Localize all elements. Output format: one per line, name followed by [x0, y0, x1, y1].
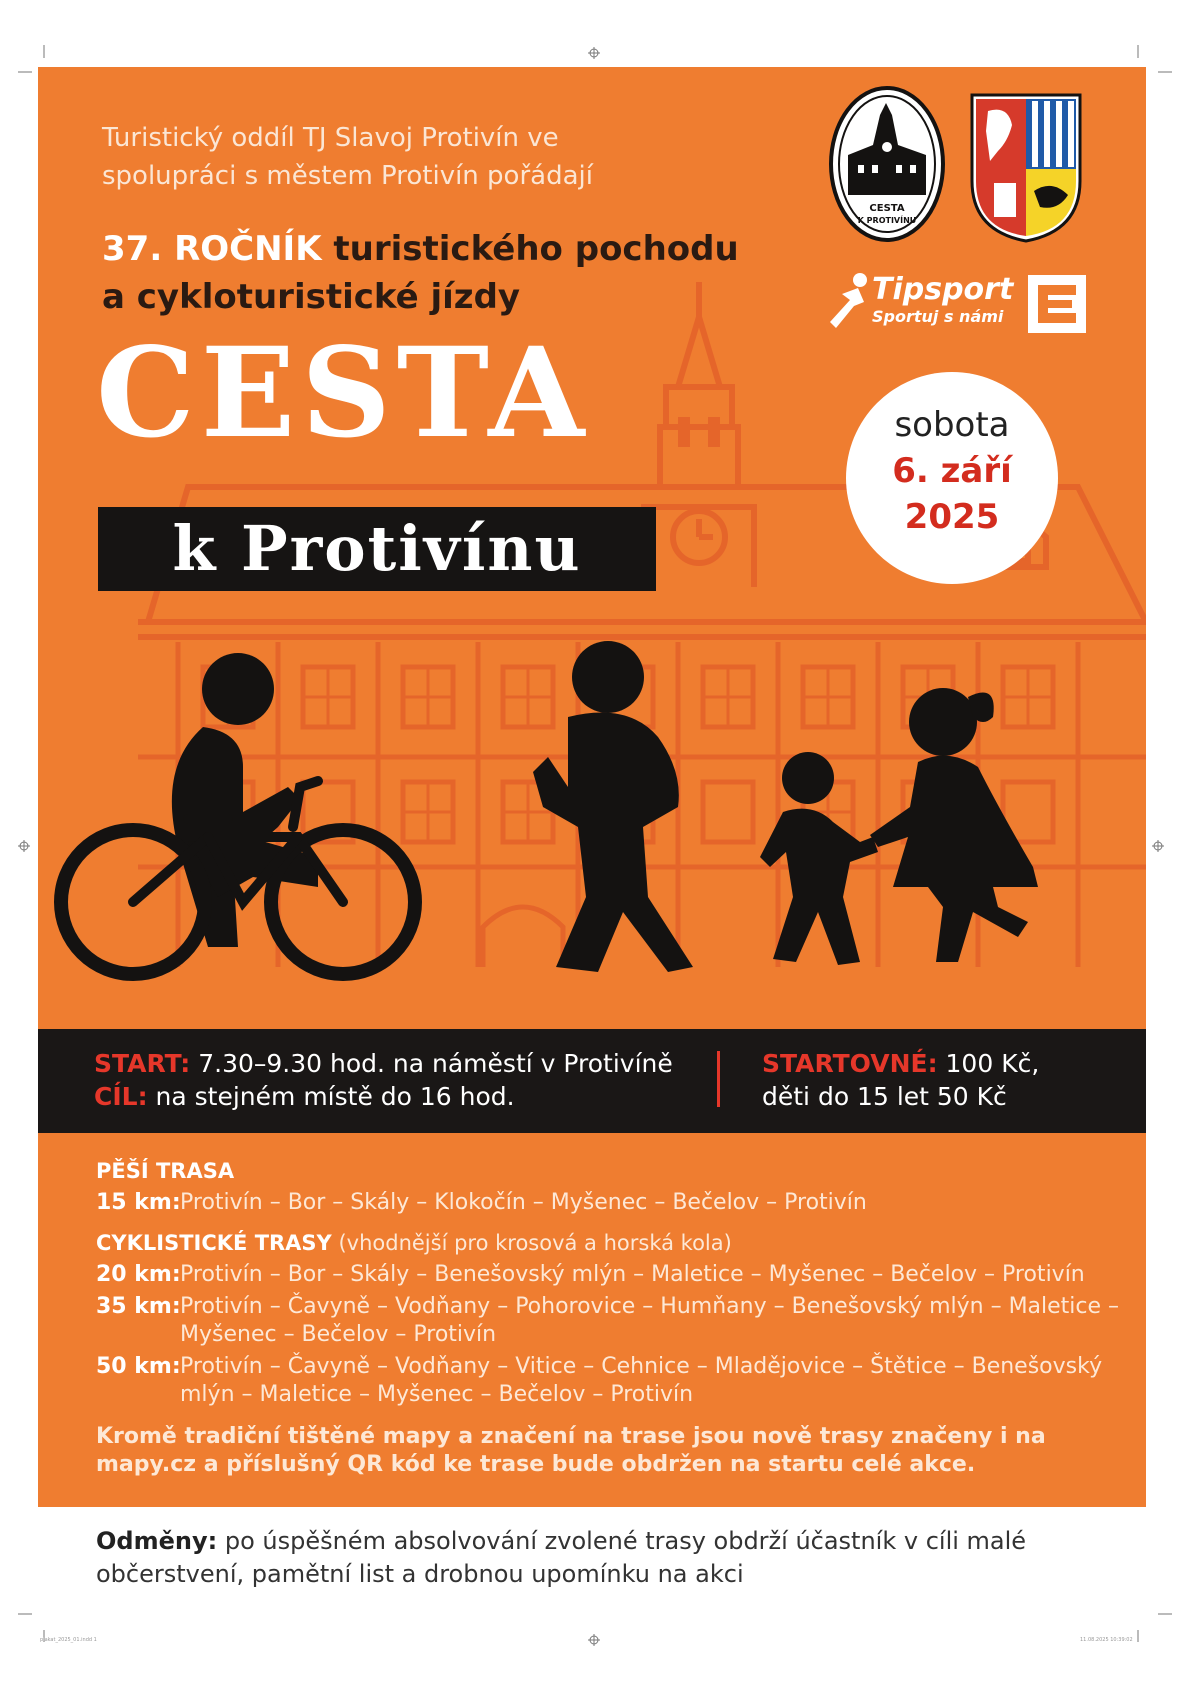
info-bar	[38, 1029, 1146, 1133]
organizer-line-1: Turistický oddíl TJ Slavoj Protivín ve	[102, 123, 559, 153]
route-path: Protivín – Bor – Skály – Benešovský mlýn – Maletice – Myšenec – Bečelov – Protivín	[180, 1262, 1085, 1287]
title-sub: k Protivínu	[98, 507, 656, 591]
fee-children: děti do 15 let 50 Kč	[762, 1082, 1007, 1111]
route-path: Protivín – Čavyně – Vodňany – Pohorovice – Humňany – Benešovský mlýn – Maletice – Myšenec – Bečelov – Protivín	[180, 1294, 1120, 1347]
route-distance: 35 km:	[96, 1294, 181, 1319]
start-finish-info	[94, 1047, 673, 1113]
organizer-text	[102, 119, 722, 195]
headline-line-2: a cykloturistické jízdy	[102, 277, 521, 317]
cycling-title-text: CYKLISTICKÉ TRASY	[96, 1231, 332, 1255]
headline-line-1: turistického pochodu	[321, 229, 739, 269]
fee-text: 100 Kč,	[937, 1049, 1040, 1078]
date-weekday: sobota	[894, 405, 1010, 445]
coat-of-arms-logo	[968, 91, 1084, 243]
route-row	[96, 1353, 1126, 1409]
title-main: CESTA	[96, 321, 591, 466]
route-row	[96, 1189, 1126, 1217]
date-badge	[846, 372, 1058, 584]
finish-text: na stejném místě do 16 hod.	[147, 1082, 515, 1111]
finish-label: CÍL:	[94, 1082, 148, 1111]
tipsport-name: Tipsport	[872, 272, 1014, 307]
route-path: Protivín – Bor – Skály – Klokočín – Myšenec – Bečelov – Protivín	[180, 1190, 867, 1215]
route-distance: 50 km:	[96, 1354, 181, 1379]
cesta-badge-logo	[828, 85, 946, 243]
rewards-label: Odměny:	[96, 1527, 218, 1555]
tipsport-logo	[828, 272, 1014, 336]
start-text: 7.30–9.30 hod. na náměstí v Protivíně	[190, 1049, 673, 1078]
organizer-line-2: spolupráci s městem Protivín pořádají	[102, 161, 593, 191]
print-slug-left: plakat_2025_01.indd 1	[40, 1637, 97, 1643]
tipsport-slogan: Sportuj s námi	[872, 307, 1004, 326]
map-note: Kromě tradiční tištěné mapy a značení na trase jsou nově trasy značeny i na mapy.cz a příslušný QR kód ke trase bude obdržen na startu celé akce.	[96, 1424, 1046, 1477]
walking-title: PĚŠÍ TRASA	[96, 1159, 235, 1183]
date-year: 2025	[904, 497, 1000, 537]
poster	[38, 67, 1146, 1507]
badge-text-2: K PROTIVÍNU	[857, 216, 917, 225]
date-day: 6. září	[892, 451, 1012, 491]
routes-section	[96, 1157, 1126, 1479]
start-label: START:	[94, 1049, 191, 1078]
info-divider	[717, 1051, 720, 1107]
rewards-text	[96, 1525, 1096, 1591]
event-headline	[102, 225, 822, 321]
route-row	[96, 1293, 1126, 1349]
route-distance: 15 km:	[96, 1190, 181, 1215]
badge-text-1: CESTA	[869, 203, 905, 214]
fee-info	[762, 1047, 1039, 1113]
route-distance: 20 km:	[96, 1262, 181, 1287]
fee-label: STARTOVNÉ:	[762, 1049, 938, 1078]
cez-logo	[1028, 275, 1086, 333]
edition-label: 37. ROČNÍK	[102, 229, 322, 269]
cycling-title	[96, 1229, 1126, 1257]
route-row	[96, 1261, 1126, 1289]
cycling-subtitle: (vhodnější pro krosová a horská kola)	[331, 1231, 732, 1255]
print-slug-right: 11.08.2025 10:39:02	[1080, 1637, 1133, 1643]
rewards-body: po úspěšném absolvování zvolené trasy obdrží účastník v cíli malé občerstvení, pamětní list a drobnou upomínku na akci	[96, 1527, 1027, 1588]
route-path: Protivín – Čavyně – Vodňany – Vitice – Cehnice – Mladějovice – Štětice – Benešovský mlýn – Maletice – Myšenec – Bečelov – Protivín	[180, 1354, 1103, 1407]
